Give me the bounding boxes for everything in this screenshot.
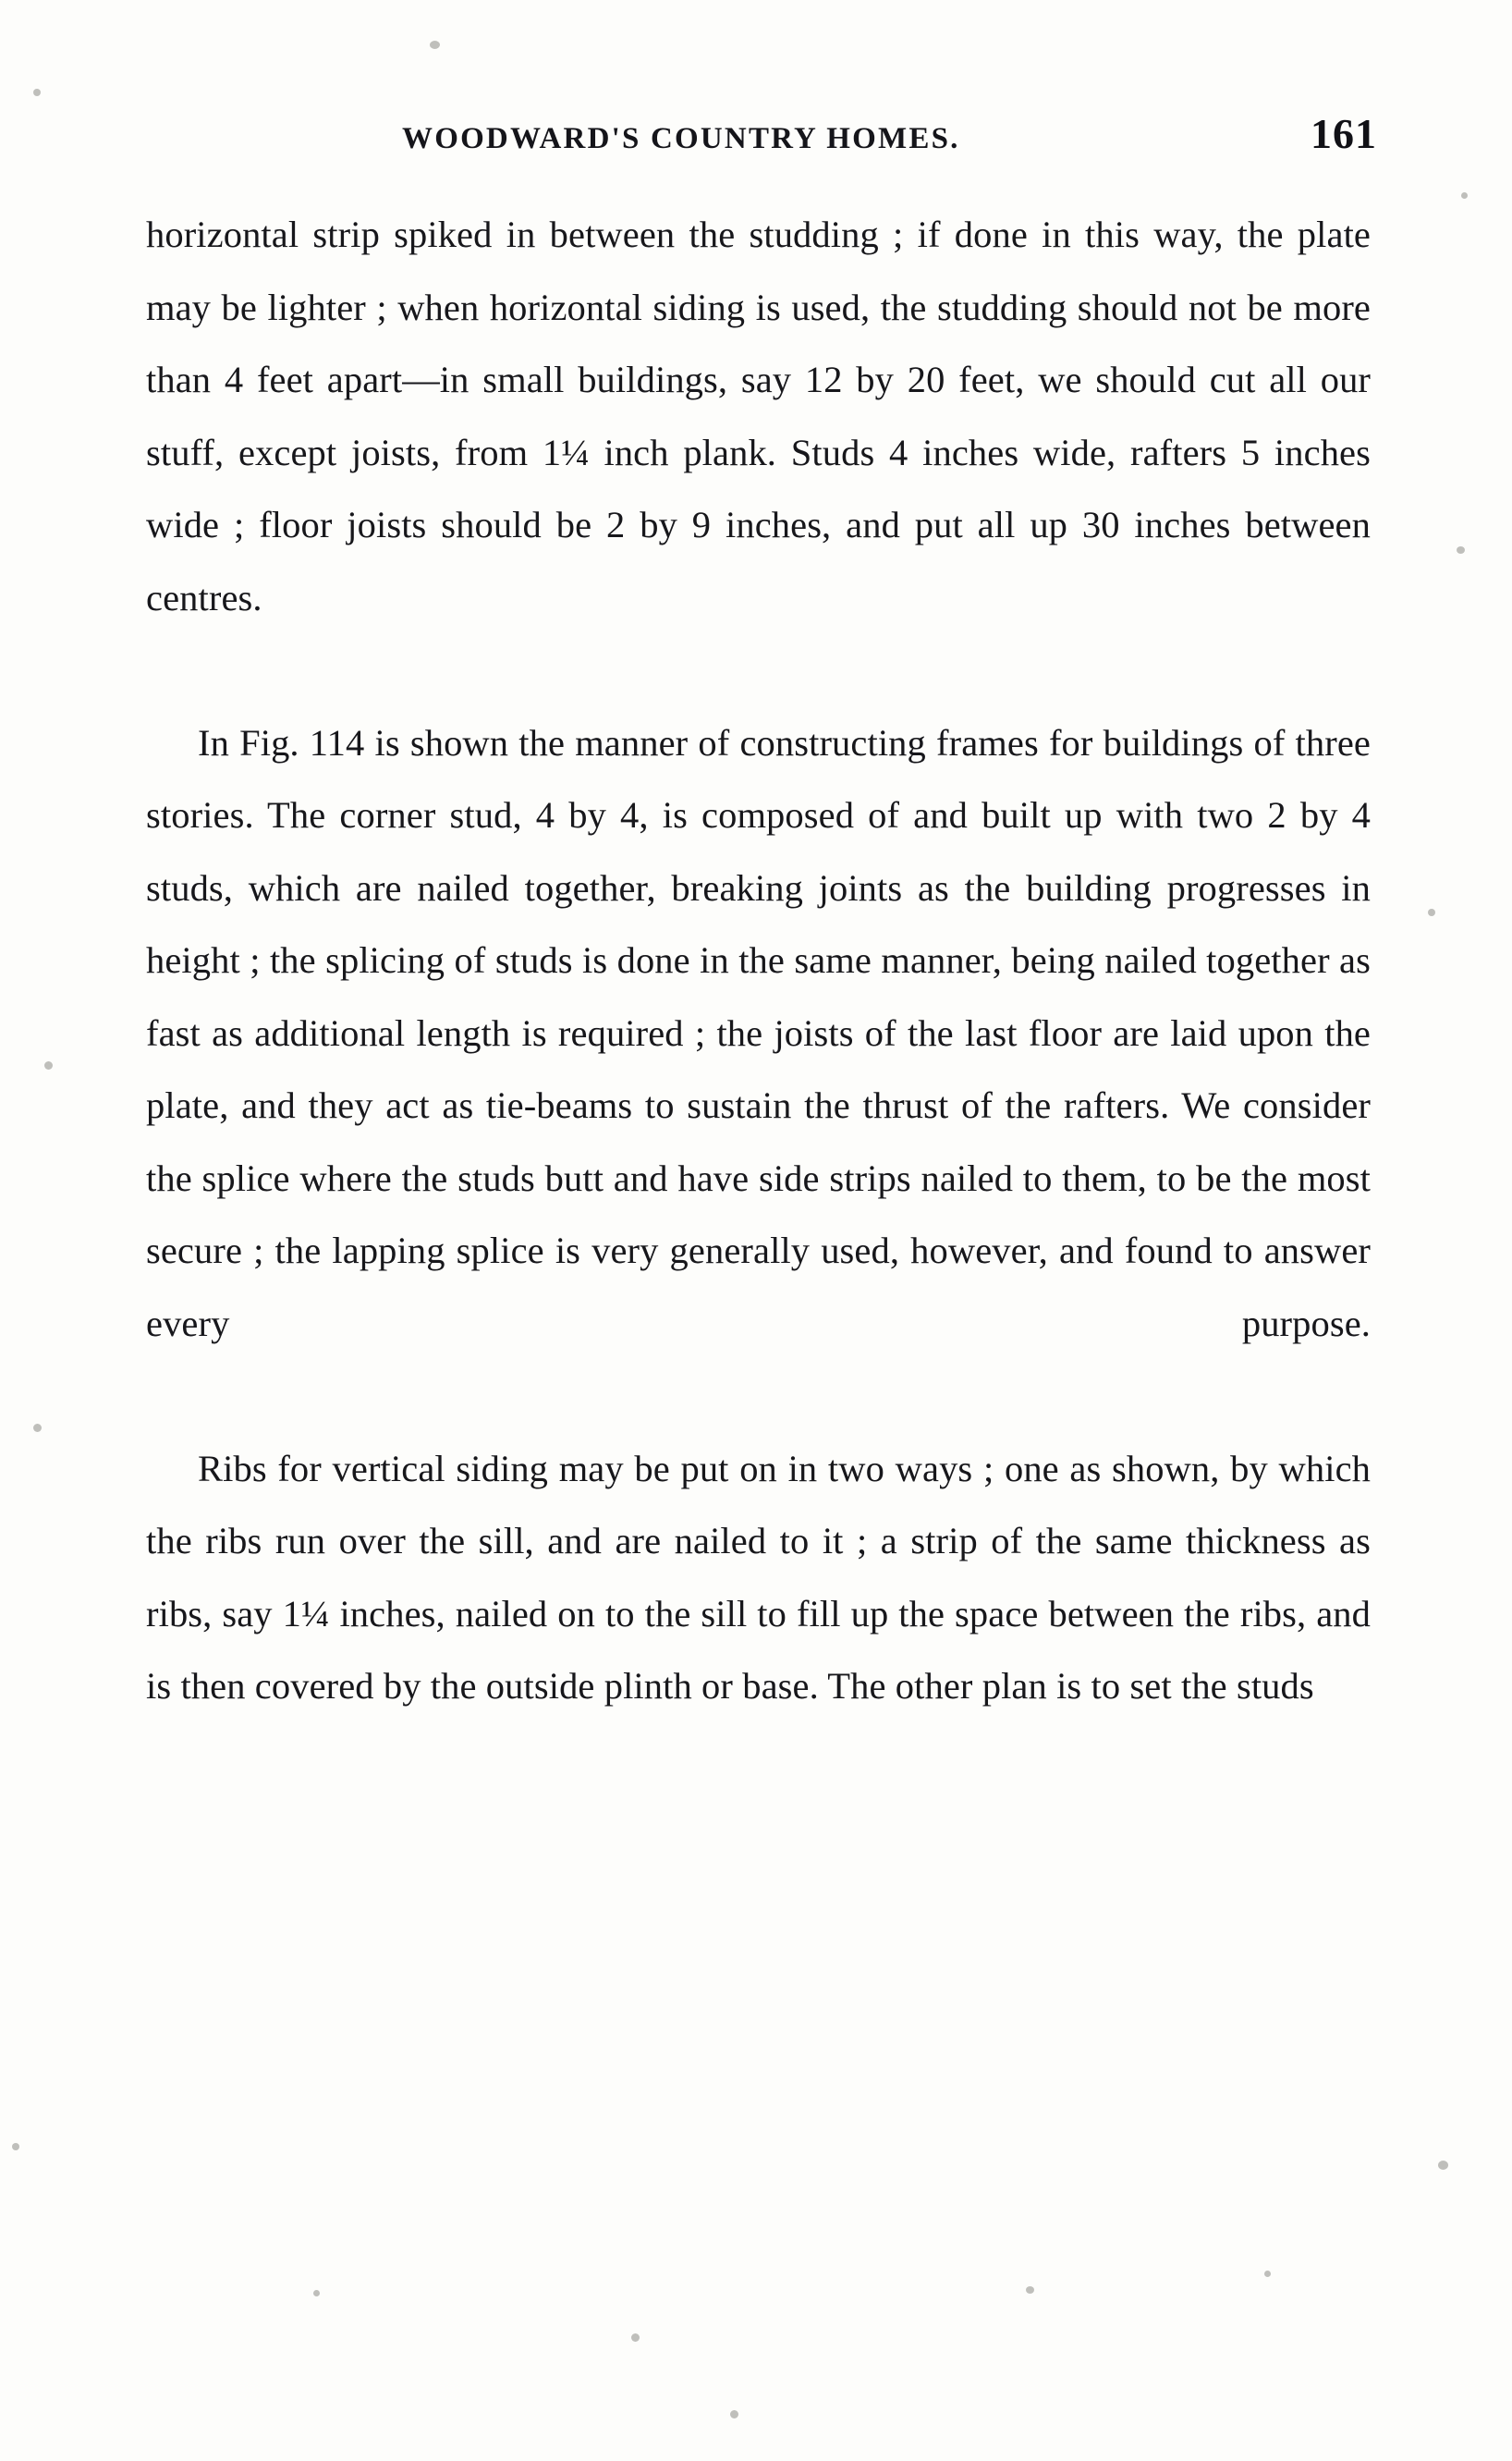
paper-speck (1026, 2286, 1034, 2294)
paper-speck (12, 2143, 19, 2150)
page-number: 161 (1311, 110, 1377, 157)
paper-speck (313, 2290, 320, 2296)
paper-speck (33, 1424, 42, 1432)
paper-speck (1428, 909, 1435, 916)
paper-speck (44, 1061, 53, 1070)
paper-speck (631, 2333, 640, 2342)
paper-speck (33, 89, 41, 96)
paper-speck (730, 2410, 738, 2418)
paragraph-2: In Fig. 114 is shown the manner of constructing frames for buildings of three stories. The corner stud, 4 by 4, is composed of and built up with two 2 by 4 studs, which are nailed together, breaking joints as the building progresses in height ; the splicing of studs is done in the same manner, being nailed together as fast as additional length is required ; the joists of the last floor are laid upon the plate, and they act as tie-beams to sustain the thrust of the rafters. We consider the splice where the studs butt and have side strips nailed to them, to be the most secure ; the lapping splice is very generally used, however, and found to answer every purpose. (146, 721, 1371, 1344)
paragraph-1: horizontal strip spiked in between the studding ; if done in this way, the plate may be lighter ; when horizontal siding is used, the studding should not be more than 4 feet apart—in small buildings, say 12 by 20 feet, we should cut all our stuff, except joists, from 1¼ inch plank. Studs 4 inches wide, rafters 5 inches wide ; floor joists should be 2 by 9 inches, and put all up 30 inches between centres. (146, 214, 1371, 618)
paper-speck (1438, 2161, 1448, 2170)
running-title: WOODWARD'S COUNTRY HOMES. (402, 122, 960, 155)
paper-speck (1461, 192, 1468, 199)
page-text-block (146, 199, 1371, 1723)
paper-speck (430, 41, 440, 49)
paper-speck (1457, 546, 1465, 554)
paper-speck (1264, 2271, 1271, 2277)
paragraph-3: Ribs for vertical siding may be put on in two ways ; one as shown, by which the ribs run over the sill, and are nailed to it ; a strip of the same thickness as ribs, say 1¼ inches, nailed on to the sill to fill up the space between the ribs, and is then covered by the outside plinth or base. The other plan is to set the studs (146, 1447, 1371, 1707)
page-header (148, 109, 1377, 158)
